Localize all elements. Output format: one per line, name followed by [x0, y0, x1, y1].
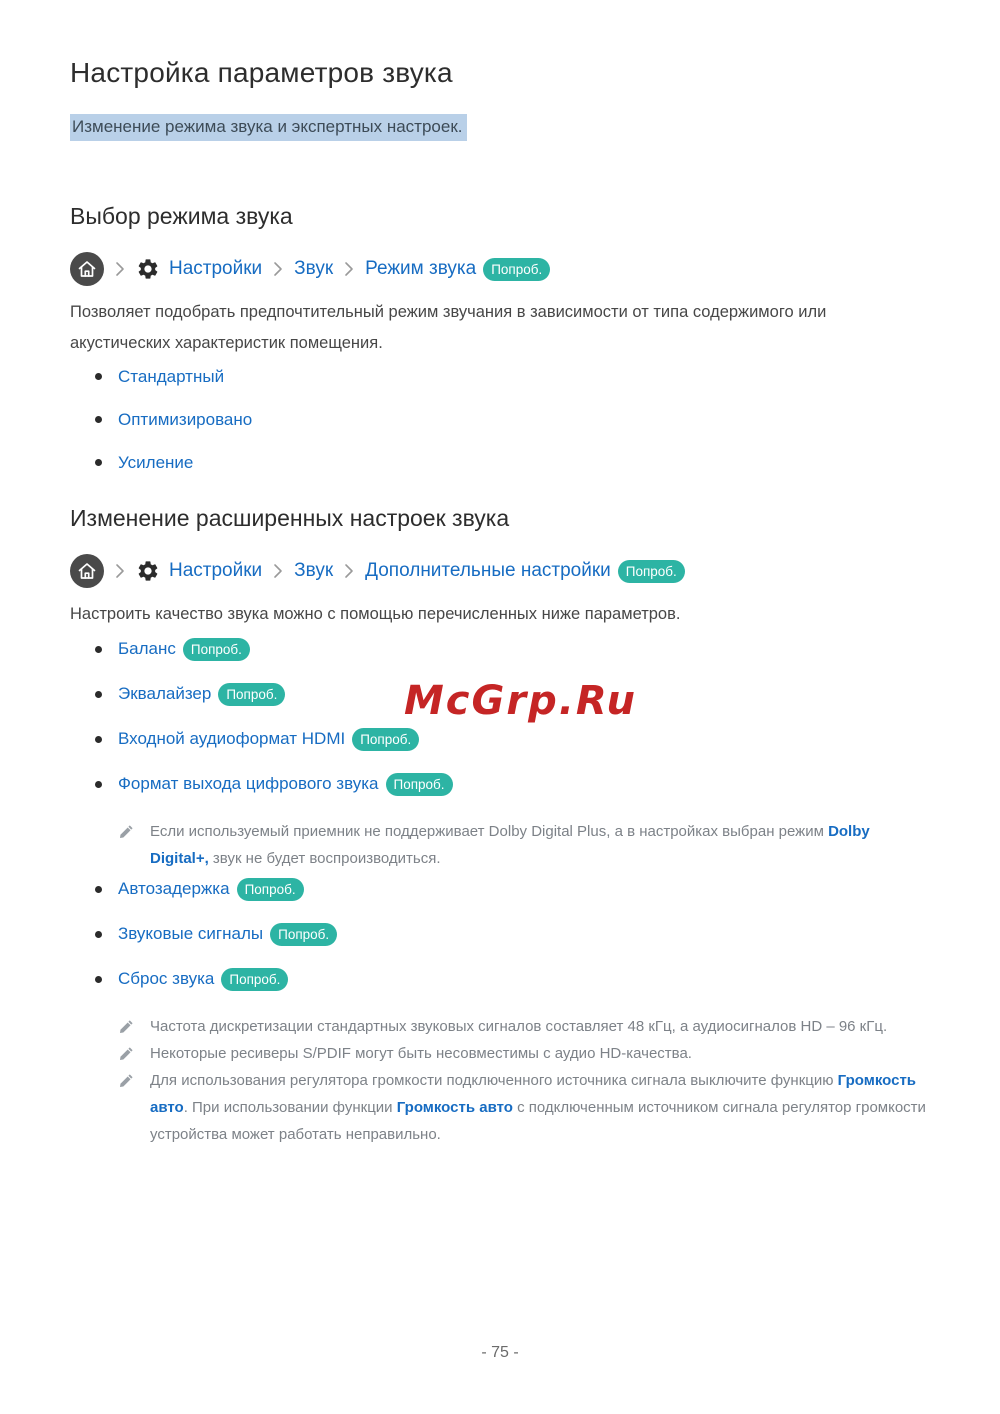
chevron-right-icon: [273, 562, 283, 580]
list-item: [70, 878, 930, 901]
try-now-badge[interactable]: Попроб.: [237, 878, 304, 901]
try-now-badge[interactable]: Попроб.: [618, 560, 685, 583]
list-item: [70, 409, 930, 430]
note-text: Для использования регулятора громкости подключенного источника сигнала выключите функцию Громкость авто. При использовании функции Громкость авто с подключенным источником сигнала регулятор громкости устройства может работать неправильно.: [150, 1071, 926, 1143]
breadcrumb-settings-link[interactable]: Настройки: [169, 560, 263, 581]
auto-volume-link[interactable]: Громкость авто: [150, 1071, 917, 1116]
home-icon[interactable]: [70, 554, 104, 588]
bullet-dot: [95, 416, 102, 423]
option-digital-output-format-link[interactable]: Формат выхода цифрового звука: [118, 774, 379, 793]
note-spdif: [70, 1040, 930, 1067]
option-hdmi-audio-format-link[interactable]: Входной аудиоформат HDMI: [118, 729, 346, 748]
sound-mode-description: Позволяет подобрать предпочтительный режим звучания в зависимости от типа содержимого или акустических характеристик помещения.: [70, 303, 827, 352]
home-icon[interactable]: [70, 252, 104, 286]
page-title: Настройка параметров звука: [70, 57, 453, 88]
chevron-right-icon: [115, 562, 125, 580]
try-now-badge[interactable]: Попроб.: [221, 968, 288, 991]
option-balance-link[interactable]: Баланс: [118, 639, 176, 658]
pencil-icon: [118, 1045, 135, 1067]
page-subtitle-highlighted: Изменение режима звука и экспертных настроек.: [70, 114, 467, 141]
try-now-badge[interactable]: Попроб.: [352, 728, 419, 751]
option-optimized-link[interactable]: Оптимизировано: [118, 409, 253, 429]
list-item: [70, 773, 930, 796]
bullet-dot: [95, 931, 102, 938]
try-now-badge[interactable]: Попроб.: [218, 683, 285, 706]
watermark-mcgrp: McGrp.Ru: [404, 678, 637, 724]
try-now-badge[interactable]: Попроб.: [183, 638, 250, 661]
pencil-icon: [118, 823, 135, 845]
chevron-right-icon: [344, 562, 354, 580]
page-number: - 75 -: [481, 1344, 519, 1361]
breadcrumb-sound-mode-link[interactable]: Режим звука: [365, 258, 477, 279]
breadcrumb: [70, 251, 930, 287]
list-item: [70, 923, 930, 946]
option-auto-delay-link[interactable]: Автозадержка: [118, 879, 230, 898]
section-heading-advanced-sound: Изменение расширенных настроек звука: [70, 505, 510, 531]
advanced-sound-description: Настроить качество звука можно с помощью перечисленных ниже параметров.: [70, 605, 681, 623]
chevron-right-icon: [273, 260, 283, 278]
try-now-badge[interactable]: Попроб.: [270, 923, 337, 946]
note-dolby: [70, 818, 930, 872]
breadcrumb-expert-settings-link[interactable]: Дополнительные настройки: [365, 560, 611, 581]
auto-volume-link[interactable]: Громкость авто: [396, 1098, 513, 1116]
chevron-right-icon: [115, 260, 125, 278]
bullet-dot: [95, 373, 102, 380]
gear-icon: [136, 257, 160, 281]
gear-icon: [136, 559, 160, 583]
pencil-icon: [118, 1072, 135, 1094]
breadcrumb-settings-link[interactable]: Настройки: [169, 258, 263, 279]
bullet-dot: [95, 646, 102, 653]
pencil-icon: [118, 1018, 135, 1040]
dolby-digital-plus-link[interactable]: Dolby Digital+,: [150, 822, 870, 867]
note-sampling: [70, 1013, 930, 1040]
note-text: Частота дискретизации стандартных звуковых сигналов составляет 48 кГц, а аудиосигналов HD – 96 кГц.: [150, 1017, 888, 1035]
option-equalizer-link[interactable]: Эквалайзер: [118, 684, 212, 703]
option-reset-sound-link[interactable]: Сброс звука: [118, 969, 215, 988]
try-now-badge[interactable]: Попроб.: [386, 773, 453, 796]
option-sound-feedback-link[interactable]: Звуковые сигналы: [118, 924, 264, 943]
sound-mode-options-list: [70, 366, 930, 473]
option-standard-link[interactable]: Стандартный: [118, 366, 225, 386]
chevron-right-icon: [344, 260, 354, 278]
list-item: [70, 366, 930, 387]
bullet-dot: [95, 736, 102, 743]
try-now-badge[interactable]: Попроб.: [483, 258, 550, 281]
breadcrumb-sound-link[interactable]: Звук: [294, 258, 334, 279]
bullet-dot: [95, 886, 102, 893]
bullet-dot: [95, 976, 102, 983]
list-item: [70, 638, 930, 661]
breadcrumb-sound-link[interactable]: Звук: [294, 560, 334, 581]
bullet-dot: [95, 781, 102, 788]
breadcrumb: [70, 553, 930, 589]
note-auto-volume: [70, 1067, 930, 1148]
note-text: Некоторые ресиверы S/PDIF могут быть несовместимы с аудио HD-качества.: [150, 1044, 692, 1062]
bullet-dot: [95, 459, 102, 466]
list-item: [70, 728, 930, 751]
list-item: [70, 968, 930, 991]
section-heading-sound-mode: Выбор режима звука: [70, 203, 293, 229]
note-text: Если используемый приемник не поддерживает Dolby Digital Plus, а в настройках выбран режим Dolby Digital+, звук не будет воспроизводиться.: [150, 822, 870, 867]
bullet-dot: [95, 691, 102, 698]
option-amplify-link[interactable]: Усиление: [118, 452, 194, 472]
subtitle-row: [70, 90, 930, 141]
advanced-options-list-b: [70, 878, 930, 991]
list-item: [70, 452, 930, 473]
